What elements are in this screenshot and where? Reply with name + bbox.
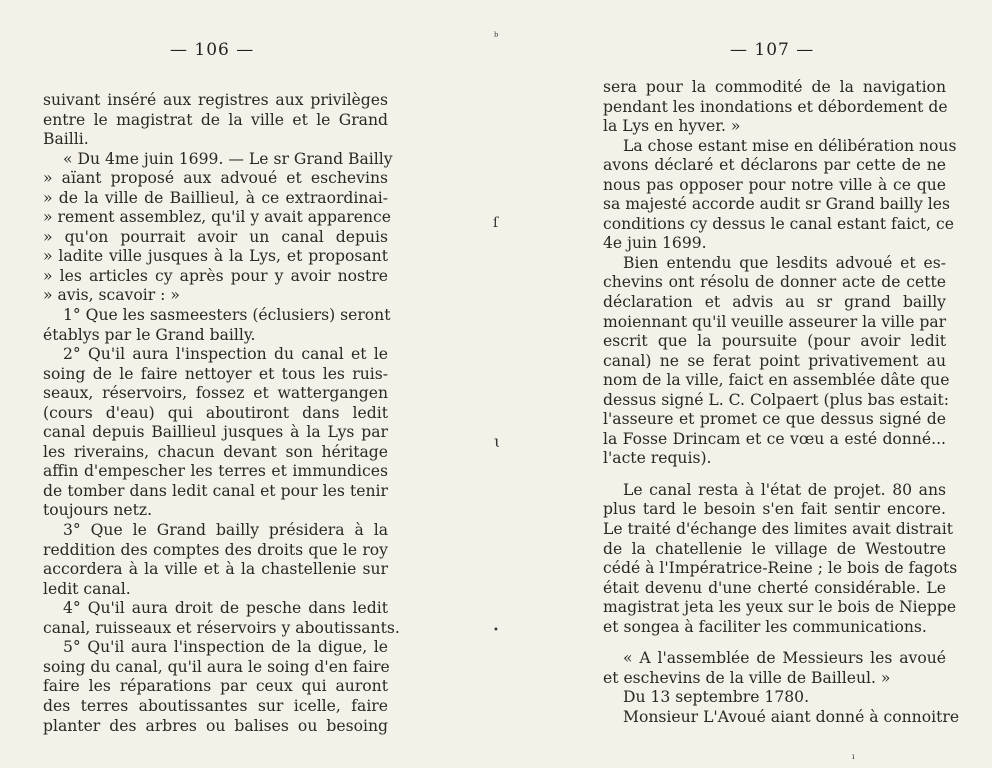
- text-line: nom de la ville, faict en assemblée dâte que: [603, 371, 950, 390]
- text-line: de la chatellenie le village de Westoutre: [603, 539, 946, 558]
- text-line: la Fosse Drincam et ce vœu a esté donné...: [603, 429, 946, 448]
- text-line: les riverains, chacun devant son héritage: [43, 442, 388, 461]
- text-line: la Lys en hyver. »: [603, 117, 741, 136]
- text-line: établys par le Grand bailly.: [43, 325, 256, 344]
- gutter-mark: ſ: [493, 215, 499, 231]
- text-line: planter des arbres ou balises ou besoing: [43, 716, 388, 735]
- text-line: accordera à la ville et à la chastellenie sur: [43, 560, 388, 579]
- text-line: » avis, scavoir : »: [43, 286, 180, 305]
- gutter-mark: ı: [852, 752, 855, 761]
- text-line: suivant inséré aux registres aux privilèges: [43, 91, 388, 109]
- text-line: soing du canal, qu'il aura le soing d'en faire: [43, 657, 390, 676]
- text-line: avons déclaré et déclarons par cette de ne: [603, 156, 946, 175]
- text-line: des terres aboutissantes sur icelle, faire: [43, 696, 388, 715]
- text-line: ledit canal.: [43, 579, 131, 598]
- text-line: conditions cy dessus le canal estant faict, ce: [603, 214, 954, 233]
- left-page-number: — 106 —: [170, 40, 255, 60]
- text-line: cédé à l'Impératrice-Reine ; le bois de fagots: [603, 559, 958, 578]
- text-line: faire les réparations par ceux qui auront: [43, 677, 388, 696]
- text-line: » qu'on pourrait avoir un canal depuis: [43, 227, 388, 246]
- text-line: entre le magistrat de la ville et le Grand: [43, 110, 388, 129]
- text-line: 3° Que le Grand bailly présidera à la: [63, 521, 388, 540]
- text-line: toujours netz.: [43, 501, 153, 520]
- text-line: » de la ville de Baillieul, à ce extraordinai-: [43, 188, 388, 207]
- text-line: nous pas opposer pour notre ville à ce que: [603, 175, 946, 194]
- text-line: 1° Que les sasmeesters (éclusiers) seront: [63, 306, 391, 325]
- text-line: de tomber dans ledit canal et pour les tenir: [43, 481, 388, 500]
- text-line: canal, ruisseaux et réservoirs y aboutissants.: [43, 618, 400, 637]
- text-line: pendant les inondations et débordement de: [603, 97, 948, 116]
- text-line: » rement assemblez, qu'il y avait apparence: [43, 208, 391, 227]
- text-line: (cours d'eau) qui aboutiront dans ledit: [43, 403, 388, 422]
- text-line: l'asseure et promet ce que dessus signé de: [603, 410, 946, 429]
- text-line: Le canal resta à l'état de projet. 80 ans: [623, 480, 946, 499]
- text-line: l'acte requis).: [603, 449, 712, 468]
- text-line: plus tard le besoin s'en fait sentir encore.: [603, 500, 946, 519]
- text-line: et songea à faciliter les communications.: [603, 617, 927, 636]
- text-line: « Du 4me juin 1699. — Le sr Grand Bailly: [63, 149, 393, 168]
- text-line: chevins ont résolu de donner acte de cette: [603, 273, 946, 292]
- paragraph-gap: [603, 469, 946, 481]
- right-page-number: — 107 —: [730, 40, 815, 60]
- text-line: Bailli.: [43, 130, 89, 149]
- text-line: Monsieur L'Avoué aiant donné à connoitre: [623, 707, 960, 726]
- text-line: » les articles cy après pour y avoir nostre: [43, 266, 388, 285]
- text-line: 4e juin 1699.: [603, 234, 707, 253]
- text-line: seaux, réservoirs, fossez et wattergangen: [43, 384, 388, 403]
- text-line: 5° Qu'il aura l'inspection de la digue, le: [63, 638, 388, 657]
- text-line: moiennant qu'il veuille asseurer la ville par: [603, 312, 947, 331]
- text-line: dessus signé L. C. Colpaert (plus bas estait:: [603, 390, 950, 409]
- text-line: magistrat jeta les yeux sur le bois de Nieppe: [603, 598, 957, 617]
- text-line: sera pour la commodité de la navigation: [603, 78, 946, 96]
- text-line: La chose estant mise en délibération nous: [623, 136, 957, 155]
- text-line: » aïant proposé aux advoué et eschevins: [43, 169, 388, 188]
- text-line: canal depuis Baillieul jusques à la Lys par: [43, 423, 388, 442]
- gutter-mark: •: [493, 625, 499, 636]
- text-line: déclaration et advis au sr grand bailly: [603, 293, 946, 312]
- text-line: Le traité d'échange des limites avait distrait: [603, 520, 954, 539]
- text-line: « A l'assemblée de Messieurs les avoué: [623, 649, 946, 668]
- gutter-mark: ɩ: [494, 432, 501, 451]
- paragraph-gap: [603, 637, 946, 649]
- text-line: canal) ne se ferat point privativement au: [603, 351, 946, 370]
- text-line: sa majesté accorde audit sr Grand bailly les: [603, 195, 950, 214]
- right-page-text: [603, 78, 960, 728]
- text-line: 4° Qu'il aura droit de pesche dans ledit: [63, 599, 388, 618]
- text-line: reddition des comptes des droits que le roy: [43, 540, 388, 559]
- text-line: » ladite ville jusques à la Lys, et proposant: [43, 247, 388, 266]
- gutter-mark: ᵇ: [494, 30, 499, 43]
- text-line: était devenu d'une cherté considérable. Le: [603, 578, 946, 597]
- text-line: soing de le faire nettoyer et tous les ruis-: [43, 364, 388, 383]
- text-line: Du 13 septembre 1780.: [623, 688, 810, 707]
- text-line: escrit que la poursuite (pour avoir ledit: [603, 332, 946, 351]
- text-line: affin d'empescher les terres et immundices: [43, 462, 388, 481]
- text-line: Bien entendu que lesdits advoué et es-: [623, 253, 946, 272]
- left-page-text: [43, 91, 400, 736]
- text-line: 2° Qu'il aura l'inspection du canal et le: [63, 345, 388, 364]
- text-line: et eschevins de la ville de Bailleul. »: [603, 668, 891, 687]
